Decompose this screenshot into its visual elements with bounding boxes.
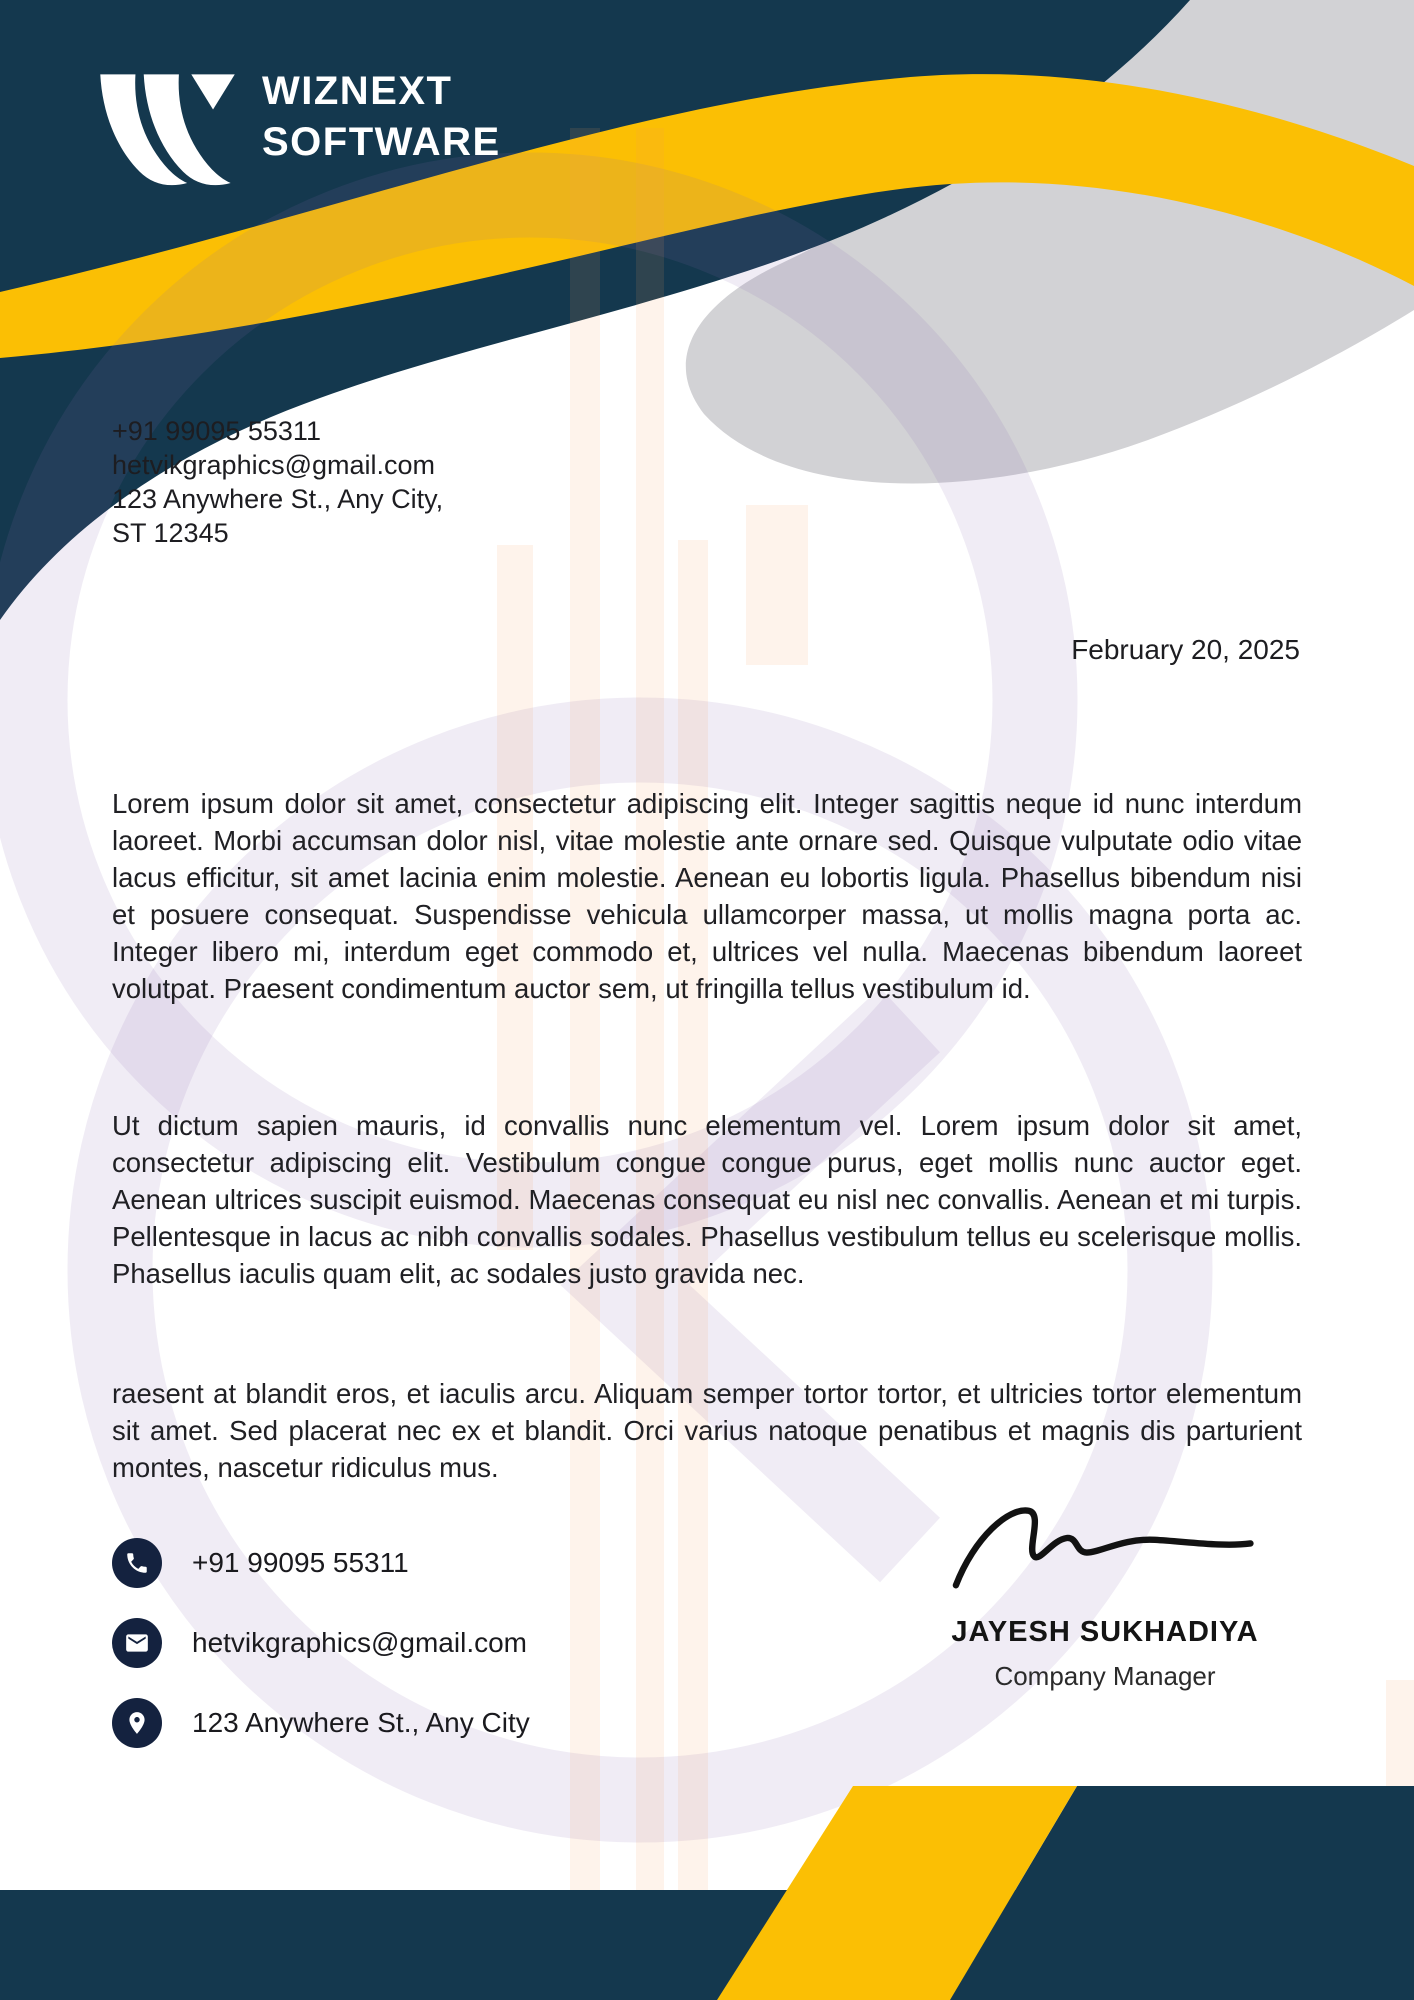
phone-icon	[112, 1538, 162, 1588]
body-paragraph-2: Ut dictum sapien mauris, id convallis nunc elementum vel. Lorem ipsum dolor sit amet, consectetur adipiscing elit. Vestibulum congue congue purus, eget mollis nunc auctor eget. Aenean ultrices suscipit euismod. Maecenas consequat eu nisl nec convallis. Aenean et mi turpis. Pellentesque in lacus ac nibh convallis sodales. Phasellus vestibulum tellus eu scelerisque mollis. Phasellus iaculis quam elit, ac sodales justo gravida nec.	[112, 1109, 1302, 1289]
body-paragraph-1: Lorem ipsum dolor sit amet, consectetur adipiscing elit. Integer sagittis neque id nunc interdum laoreet. Morbi accumsan dolor nisl, vitae molestie ante ornare sed. Quisque vulputate odio vitae lacus efficitur, sit amet lacinia enim molestie. Aenean eu lobortis ligula. Phasellus bibendum nisi et posuere consequat. Suspendisse vehicula ullamcorper massa, ut mollis magna porta ac. Integer libero mi, interdum eget commodo et, ultrices vel nulla. Maecenas bibendum laoreet volutpat. Praesent condimentum auctor sem, ut fringilla tellus vestibulum id.	[112, 787, 1302, 1004]
sender-address-line2: ST 12345	[112, 518, 229, 548]
signatory-name: JAYESH SUKHADIYA	[951, 1616, 1259, 1648]
brand-name	[262, 66, 501, 168]
footer-decor-shapes	[0, 1785, 1414, 2000]
signature-block	[905, 1498, 1305, 1692]
footer-phone-row	[112, 1538, 409, 1588]
sender-contact-block	[112, 414, 443, 550]
body-paragraph-3: raesent at blandit eros, et iaculis arcu. Aliquam semper tortor tortor, et ultricies tortor elementum sit amet. Sed placerat nec ex et blandit. Orci varius natoque penatibus et magnis dis parturient montes, nascetur ridiculus mus.	[112, 1377, 1302, 1483]
wiznext-logo-mark	[92, 74, 242, 204]
signatory-title: Company Manager	[994, 1661, 1216, 1691]
signature-scribble	[940, 1498, 1270, 1598]
letter-date: February 20, 2025	[1071, 634, 1300, 665]
footer-phone-text: +91 99095 55311	[192, 1547, 409, 1578]
logo-triangle	[191, 74, 234, 109]
footer-address-row	[112, 1698, 530, 1748]
sender-address-line1: 123 Anywhere St., Any City,	[112, 484, 444, 514]
sender-email: hetvikgraphics@gmail.com	[112, 450, 436, 480]
footer-email-row	[112, 1618, 527, 1668]
email-icon	[112, 1618, 162, 1668]
footer-address-text: 123 Anywhere St., Any City	[192, 1707, 530, 1738]
sender-phone: +91 99095 55311	[112, 416, 321, 446]
location-pin-icon	[112, 1698, 162, 1748]
footer-email-text: hetvikgraphics@gmail.com	[192, 1627, 527, 1658]
brand-name-line1: WIZNEXT	[262, 69, 453, 113]
brand-name-line2: SOFTWARE	[262, 120, 501, 164]
